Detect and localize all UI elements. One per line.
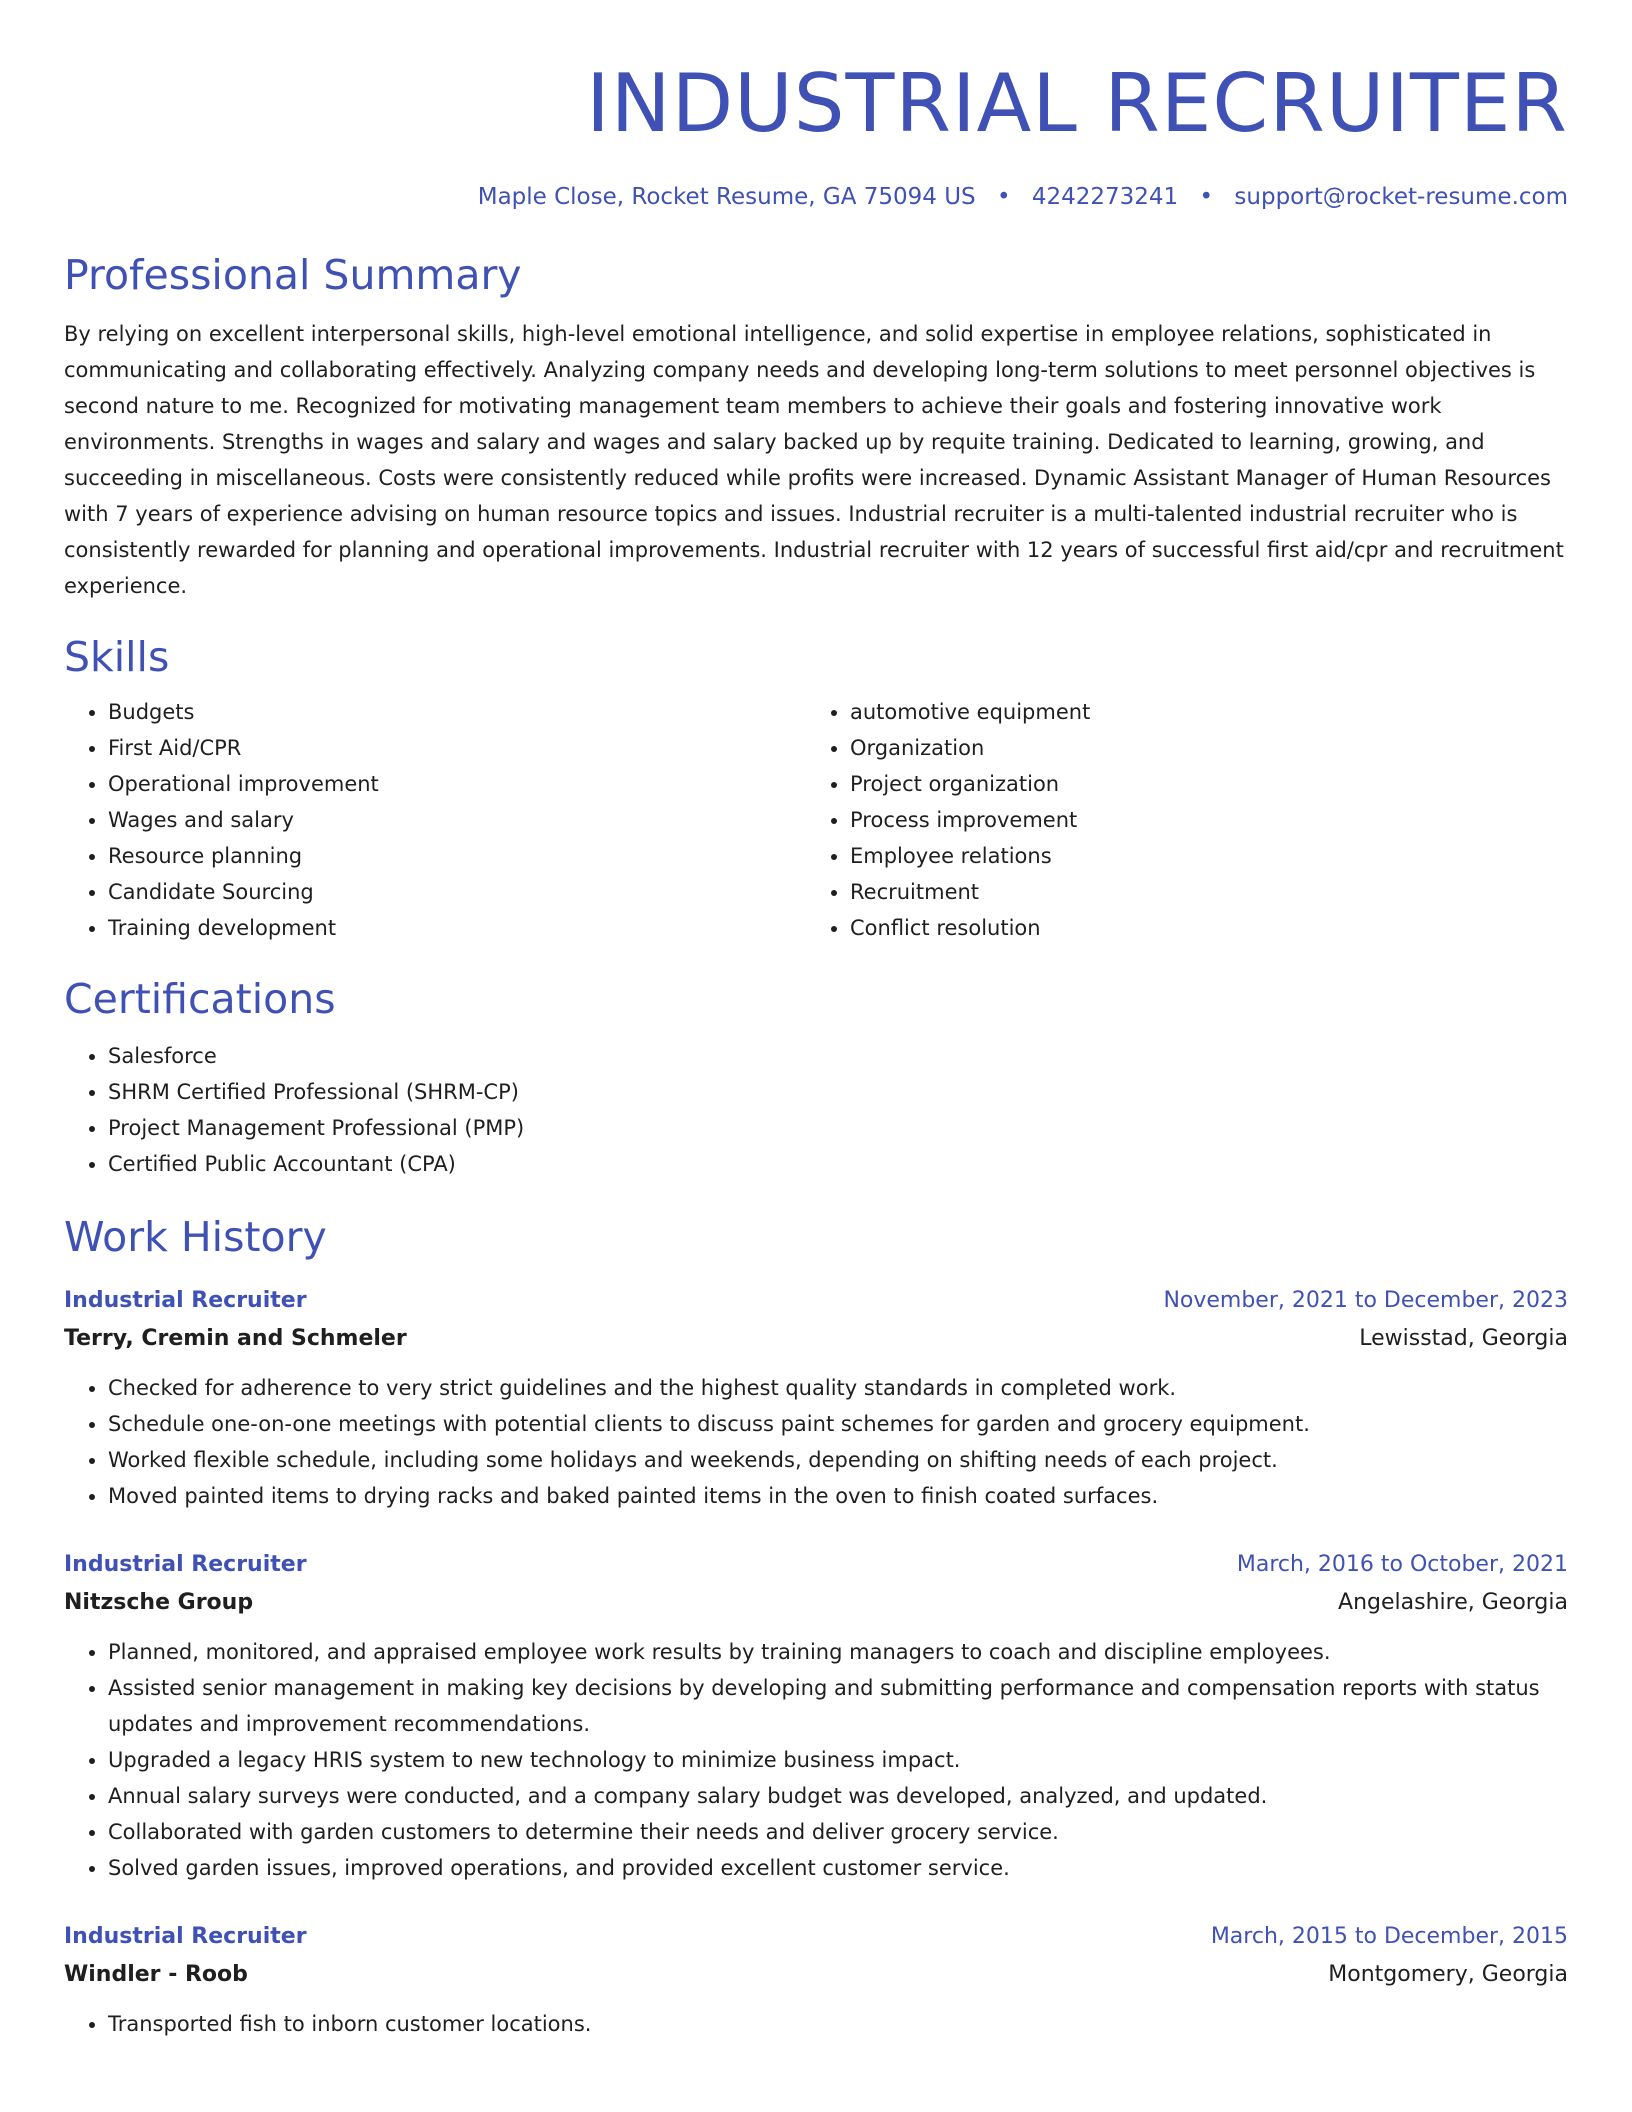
job-location: Lewisstad, Georgia bbox=[1359, 1326, 1568, 1351]
skill-item: • automotive equipment bbox=[850, 694, 1548, 730]
job-header-row bbox=[64, 1546, 1568, 1584]
contact-line bbox=[64, 182, 1568, 212]
skills-heading: Skills bbox=[64, 633, 170, 681]
contact-separator: • bbox=[1199, 184, 1214, 210]
skill-item: • Employee relations bbox=[850, 838, 1548, 874]
job-title: Industrial Recruiter bbox=[64, 1924, 307, 1949]
job-company-row bbox=[64, 1320, 1568, 1358]
skill-item: • Wages and salary bbox=[108, 802, 806, 838]
job-title: Industrial Recruiter bbox=[64, 1552, 307, 1577]
job-bullets bbox=[64, 1634, 1568, 1886]
job-entry bbox=[64, 1282, 1568, 1514]
job-bullet: • Annual salary surveys were conducted, and a company salary budget was developed, analyzed, and updated. bbox=[108, 1778, 1568, 1814]
job-bullet: • Assisted senior management in making key decisions by developing and submitting performance and compensation reports with status updates and improvement recommendations. bbox=[108, 1670, 1568, 1742]
work-history-heading: Work History bbox=[64, 1213, 327, 1261]
skill-item: • Project organization bbox=[850, 766, 1548, 802]
resume-name: INDUSTRIAL RECRUITER bbox=[586, 57, 1568, 150]
contact-email: support@rocket-resume.com bbox=[1234, 184, 1568, 210]
skills-grid bbox=[64, 694, 1568, 946]
skill-item: • Process improvement bbox=[850, 802, 1548, 838]
job-bullet: • Collaborated with garden customers to determine their needs and deliver grocery service. bbox=[108, 1814, 1568, 1850]
job-location: Montgomery, Georgia bbox=[1328, 1962, 1568, 1987]
job-company: Terry, Cremin and Schmeler bbox=[64, 1326, 407, 1351]
certifications-list bbox=[64, 1038, 1568, 1182]
job-company-row bbox=[64, 1956, 1568, 1994]
job-bullet: • Transported fish to inborn customer locations. bbox=[108, 2006, 1568, 2042]
certification-item: • SHRM Certified Professional (SHRM-CP) bbox=[108, 1074, 1568, 1110]
job-bullet: • Schedule one-on-one meetings with potential clients to discuss paint schemes for garden and grocery equipment. bbox=[108, 1406, 1568, 1442]
job-entry bbox=[64, 1546, 1568, 1886]
skill-item: • First Aid/CPR bbox=[108, 730, 806, 766]
summary-text: By relying on excellent interpersonal skills, high-level emotional intelligence, and solid expertise in employee relations, sophisticated in communicating and collaborating effectively. Analyzing company needs and developing long-term solutions to meet personnel objectives is second nature to me. Recognized for motivating management team members to achieve their goals and fostering innovative work environments. Strengths in wages and salary and wages and salary backed up by requite training. Dedicated to learning, growing, and succeeding in miscellaneous. Costs were consistently reduced while profits were increased. Dynamic Assistant Manager of Human Resources with 7 years of experience advising on human resource topics and issues. Industrial recruiter is a multi-talented industrial recruiter who is consistently rewarded for planning and operational improvements. Industrial recruiter with 12 years of successful first aid/cpr and recruitment experience. bbox=[64, 322, 1564, 598]
job-title: Industrial Recruiter bbox=[64, 1288, 307, 1313]
contact-phone: 4242273241 bbox=[1031, 184, 1179, 210]
job-dates: March, 2016 to October, 2021 bbox=[1236, 1552, 1568, 1577]
skill-item: • Operational improvement bbox=[108, 766, 806, 802]
skill-item: • Organization bbox=[850, 730, 1548, 766]
job-bullets bbox=[64, 2006, 1568, 2042]
skill-item: • Recruitment bbox=[850, 874, 1548, 910]
skills-column-right bbox=[806, 694, 1548, 946]
certifications-heading: Certifications bbox=[64, 975, 336, 1023]
certification-item: • Certified Public Accountant (CPA) bbox=[108, 1146, 1568, 1182]
certification-item: • Salesforce bbox=[108, 1038, 1568, 1074]
job-header-row bbox=[64, 1918, 1568, 1956]
skill-item: • Budgets bbox=[108, 694, 806, 730]
job-company: Nitzsche Group bbox=[64, 1590, 254, 1615]
skills-column-left bbox=[64, 694, 806, 946]
job-bullet: • Solved garden issues, improved operations, and provided excellent customer service. bbox=[108, 1850, 1568, 1886]
job-bullet: • Checked for adherence to very strict guidelines and the highest quality standards in completed work. bbox=[108, 1370, 1568, 1406]
job-bullet: • Upgraded a legacy HRIS system to new technology to minimize business impact. bbox=[108, 1742, 1568, 1778]
job-location: Angelashire, Georgia bbox=[1338, 1590, 1568, 1615]
job-bullet: • Planned, monitored, and appraised employee work results by training managers to coach and discipline employees. bbox=[108, 1634, 1568, 1670]
contact-separator: • bbox=[996, 184, 1011, 210]
job-header-row bbox=[64, 1282, 1568, 1320]
job-company-row bbox=[64, 1584, 1568, 1622]
job-dates: March, 2015 to December, 2015 bbox=[1210, 1924, 1568, 1949]
job-dates: November, 2021 to December, 2023 bbox=[1163, 1288, 1568, 1313]
skill-item: • Resource planning bbox=[108, 838, 806, 874]
job-bullets bbox=[64, 1370, 1568, 1514]
contact-address: Maple Close, Rocket Resume, GA 75094 US bbox=[477, 184, 976, 210]
certification-item: • Project Management Professional (PMP) bbox=[108, 1110, 1568, 1146]
skill-item: • Candidate Sourcing bbox=[108, 874, 806, 910]
skill-item: • Training development bbox=[108, 910, 806, 946]
job-entry bbox=[64, 1918, 1568, 2042]
job-company: Windler - Roob bbox=[64, 1962, 248, 1987]
job-bullet: • Moved painted items to drying racks and baked painted items in the oven to finish coated surfaces. bbox=[108, 1478, 1568, 1514]
summary-heading: Professional Summary bbox=[64, 251, 522, 299]
skill-item: • Conflict resolution bbox=[850, 910, 1548, 946]
job-bullet: • Worked flexible schedule, including some holidays and weekends, depending on shifting needs of each project. bbox=[108, 1442, 1568, 1478]
